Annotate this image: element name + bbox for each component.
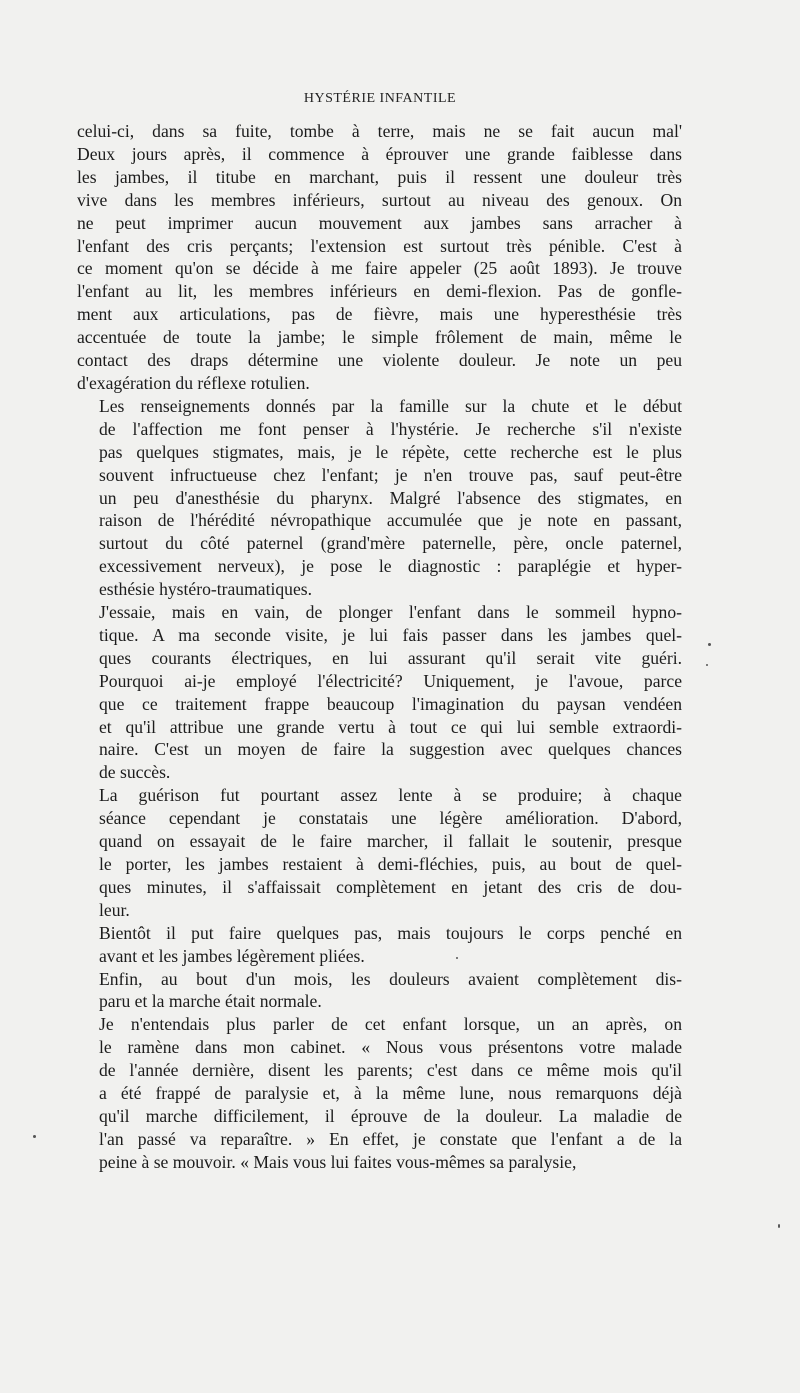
scan-speck bbox=[33, 1135, 36, 1138]
text-line: esthésie hystéro-traumatiques. bbox=[99, 579, 313, 600]
paragraph bbox=[77, 1013, 682, 1173]
text-line: l'enfant au lit, les membres inférieurs en demi-flexion. Pas de gonfle- bbox=[77, 281, 682, 302]
text-line: ques minutes, il s'affaissait complètement en jetant des cris de dou- bbox=[99, 876, 682, 897]
text-line: contact des draps détermine une violente douleur. Je note un peu bbox=[77, 350, 682, 371]
text-line: de succès. bbox=[99, 762, 171, 783]
text-line: que ce traitement frappe beaucoup l'imagination du paysan vendéen bbox=[99, 693, 682, 714]
paragraph bbox=[77, 784, 682, 921]
scan-speck bbox=[456, 957, 458, 959]
text-line: séance cependant je constatais une légère amélioration. D'abord, bbox=[99, 808, 682, 829]
text-line: excessivement nerveux), je pose le diagnostic : paraplégie et hyper- bbox=[99, 556, 682, 577]
text-line: Bientôt il put faire quelques pas, mais toujours le corps penché en bbox=[99, 922, 682, 943]
text-line: vive dans les membres inférieurs, surtout au niveau des genoux. On bbox=[77, 189, 682, 210]
text-line: Pourquoi ai-je employé l'électricité? Uniquement, je l'avoue, parce bbox=[99, 670, 682, 691]
text-line: de l'affection me font penser à l'hystérie. Je recherche s'il n'existe bbox=[99, 418, 682, 439]
text-line: a été frappé de paralysie et, à la même lune, nous remarquons déjà bbox=[99, 1083, 682, 1104]
text-line: pas quelques stigmates, mais, je le répète, cette recherche est le plus bbox=[99, 441, 682, 462]
text-line: qu'il marche difficilement, il éprouve de la douleur. La maladie de bbox=[99, 1105, 682, 1126]
text-line: un peu d'anesthésie du pharynx. Malgré l'absence des stigmates, en bbox=[99, 487, 682, 508]
scan-speck bbox=[778, 1224, 780, 1228]
text-line: souvent infructueuse chez l'enfant; je n'en trouve pas, sauf peut-être bbox=[99, 464, 682, 485]
paragraph bbox=[77, 120, 682, 395]
body-text bbox=[77, 120, 682, 1174]
text-line: accentuée de toute la jambe; le simple frôlement de main, même le bbox=[77, 327, 682, 348]
text-line: ce moment qu'on se décide à me faire appeler (25 août 1893). Je trouve bbox=[77, 258, 682, 279]
text-line: leur. bbox=[99, 899, 130, 920]
text-line: le ramène dans mon cabinet. « Nous vous présentons votre malade bbox=[99, 1037, 682, 1058]
text-line: peine à se mouvoir. « Mais vous lui faites vous-mêmes sa paralysie, bbox=[99, 1151, 577, 1172]
text-line: Enfin, au bout d'un mois, les douleurs avaient complètement dis- bbox=[99, 968, 682, 989]
paragraph bbox=[77, 601, 682, 784]
text-line: l'an passé va reparaître. » En effet, je constate que l'enfant a de la bbox=[99, 1128, 682, 1149]
text-line: quand on essayait de le faire marcher, il fallait le soutenir, presque bbox=[99, 831, 682, 852]
text-line: et qu'il attribue une grande vertu à tout ce qui lui semble extraordi- bbox=[99, 716, 682, 737]
running-head: HYSTÉRIE INFANTILE bbox=[303, 91, 457, 106]
text-line: d'exagération du réflexe rotulien. bbox=[77, 372, 310, 393]
text-line: l'enfant des cris perçants; l'extension est surtout très pénible. C'est à bbox=[77, 235, 682, 256]
text-line: ne peut imprimer aucun mouvement aux jambes sans arracher à bbox=[77, 212, 682, 233]
text-line: La guérison fut pourtant assez lente à se produire; à chaque bbox=[99, 785, 682, 806]
paragraph bbox=[77, 395, 682, 601]
paragraph bbox=[77, 922, 682, 968]
text-line: raison de l'hérédité névropathique accumulée que je note en passant, bbox=[99, 510, 682, 531]
text-line: surtout du côté paternel (grand'mère paternelle, père, oncle paternel, bbox=[99, 533, 682, 554]
text-line: avant et les jambes légèrement pliées. bbox=[99, 945, 365, 966]
text-line: les jambes, il titube en marchant, puis il ressent une douleur très bbox=[77, 166, 682, 187]
text-line: J'essaie, mais en vain, de plonger l'enfant dans le sommeil hypno- bbox=[99, 602, 682, 623]
text-line: paru et la marche était normale. bbox=[99, 991, 322, 1012]
text-line: le porter, les jambes restaient à demi-fléchies, puis, au bout de quel- bbox=[99, 854, 682, 874]
text-line: celui-ci, dans sa fuite, tombe à terre, mais ne se fait aucun mal' bbox=[77, 121, 682, 141]
text-line: Je n'entendais plus parler de cet enfant lorsque, un an après, on bbox=[99, 1014, 682, 1035]
scan-speck bbox=[708, 643, 711, 646]
text-line: naire. C'est un moyen de faire la suggestion avec quelques chances bbox=[99, 739, 682, 760]
text-line: de l'année dernière, disent les parents; c'est dans ce même mois qu'il bbox=[99, 1060, 682, 1081]
text-line: tique. A ma seconde visite, je lui fais passer dans les jambes quel- bbox=[99, 624, 682, 645]
paragraph bbox=[77, 968, 682, 1014]
text-line: Deux jours après, il commence à éprouver une grande faiblesse dans bbox=[77, 143, 682, 164]
text-line: Les renseignements donnés par la famille sur la chute et le début bbox=[99, 395, 682, 416]
text-line: ques courants électriques, en lui assurant qu'il serait vite guéri. bbox=[99, 647, 682, 668]
scan-speck bbox=[706, 664, 708, 666]
text-line: ment aux articulations, pas de fièvre, mais une hyperesthésie très bbox=[77, 304, 682, 325]
